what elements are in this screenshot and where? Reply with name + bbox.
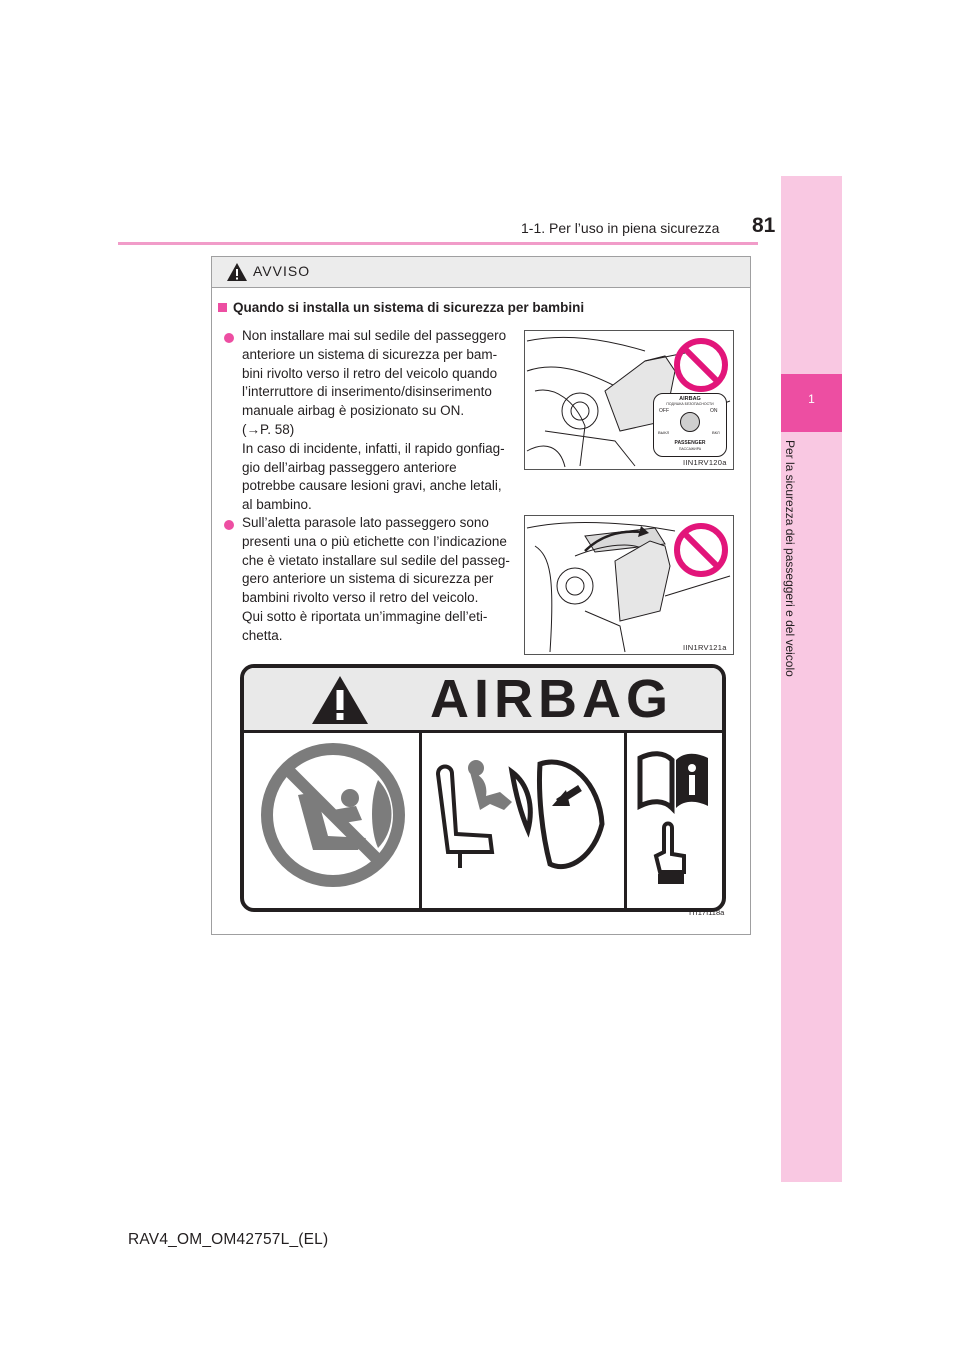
bullet-icon	[224, 333, 234, 343]
airbag-warning-label	[240, 664, 726, 912]
figure-code: IIN1RV120a	[683, 458, 727, 467]
warning-item-2-text: Sull’aletta parasole lato passeggero sono presenti una o più etichette con l’indicazione che è vietato installare sul sedile del passeg- gero anteriore un sistema di sicurezza per bambini rivolto verso il retro del veicolo. Qui sotto è riportata un’immagine dell’eti- chetta.	[242, 515, 510, 643]
warning-subheading	[218, 300, 584, 315]
warning-title: AVVISO	[253, 263, 311, 279]
airbag-impact-icon	[430, 744, 616, 894]
key-slot-icon	[680, 412, 700, 432]
header-rule	[118, 242, 758, 245]
airbag-switch-panel: AIRBAG ПОДУШКА БЕЗОПАСНОСТИ OFF ON ВЫКЛ ВКЛ PASSENGER ПАССАЖИРА	[653, 393, 727, 457]
warning-triangle-icon	[226, 262, 248, 282]
read-manual-icon	[634, 744, 714, 894]
bullet-icon	[224, 520, 234, 530]
prohibition-icon	[673, 337, 729, 393]
page-number: 81	[752, 214, 776, 237]
label-code: ITI17I118a	[689, 908, 725, 917]
square-bullet-icon	[218, 303, 227, 312]
subheading-text: Quando si installa un sistema di sicurezza per bambini	[233, 300, 585, 315]
label-divider	[624, 730, 627, 908]
figure-airbag-switch	[524, 330, 734, 470]
figure-code: IIN1RV121a	[683, 643, 727, 652]
warning-item-1-text: Non installare mai sul sedile del passeggero anteriore un sistema di sicurezza per bam- bini rivolto verso il retro del veicolo quando l’interruttore di inserimento/disinserimento manuale airbag è posizionato su ON. (→P. 58) In caso di incidente, infatti, il rapido gonfiag- gio dell’airbag passeggero anteriore potrebbe causare lesioni gravi, anche letali, al bambino.	[242, 328, 507, 513]
chapter-title: Per la sicurezza dei passeggeri e del veicolo	[783, 440, 797, 677]
document-code: RAV4_OM_OM42757L_(EL)	[128, 1231, 329, 1248]
label-divider	[419, 730, 422, 908]
figure-sun-visor	[524, 515, 734, 655]
prohibition-icon	[673, 522, 729, 578]
warning-triangle-icon	[310, 674, 370, 726]
chapter-number: 1	[808, 392, 815, 406]
no-child-seat-icon	[258, 740, 408, 890]
section-title: 1-1. Per l’uso in piena sicurezza	[521, 220, 720, 236]
label-word: AIRBAG	[430, 669, 673, 729]
